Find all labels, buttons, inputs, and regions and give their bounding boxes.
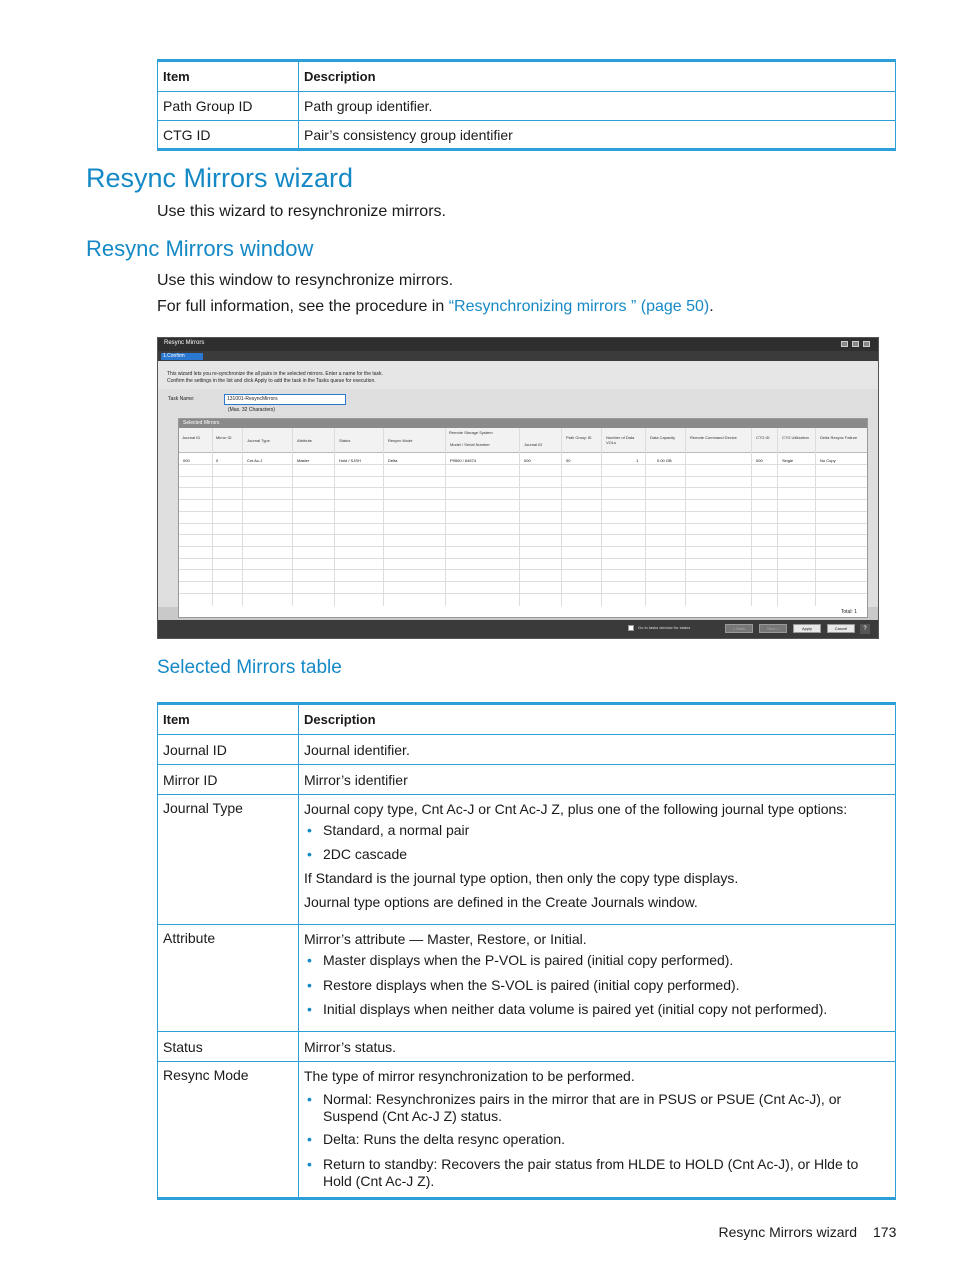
cell-journal-type: Cnt Ac-J — [247, 458, 263, 463]
go-to-tasks-label: Go to tasks window for status — [638, 625, 691, 630]
grid-column-line — [815, 428, 816, 606]
window-description: Use this window to resynchronize mirrors. — [157, 272, 454, 289]
cell-description: Pair’s consistency group identifier — [299, 121, 896, 150]
cell-item: CTG ID — [158, 121, 299, 150]
grid-column-line — [334, 428, 335, 606]
journal-type-note-1: If Standard is the journal type option, then only the copy type displays. — [304, 870, 739, 886]
cell-description: Path group identifier. — [299, 92, 896, 121]
grid-row-line — [179, 499, 867, 500]
grid-row-line — [179, 581, 867, 582]
grid-row-line — [179, 546, 867, 547]
cell-ctg-utilization: Single — [782, 458, 794, 463]
journal-type-bullet: • 2DC cascade — [304, 842, 890, 866]
cell-model-serial: P9500 / 64574 — [450, 458, 477, 463]
row-journal-type-item: Journal Type — [158, 795, 299, 925]
journal-type-note-2: Journal type options are defined in the Create Journals window. — [304, 894, 698, 910]
col-journal-id: Journal ID — [182, 435, 201, 440]
apply-button[interactable]: Apply — [793, 624, 821, 633]
wizard-step-bar — [158, 351, 878, 361]
cell-number-data-vols: 1 — [636, 458, 639, 463]
task-name-hint: (Max. 32 Characters) — [228, 407, 275, 413]
page-number: 173 — [873, 1224, 897, 1240]
row-status-desc: Mirror’s status. — [299, 1032, 896, 1062]
grid-row-line — [179, 593, 867, 594]
selected-mirrors-description-table — [157, 702, 896, 1200]
grid-column-line — [445, 428, 446, 606]
maximize-icon[interactable] — [852, 341, 859, 347]
grid-column-line — [383, 428, 384, 606]
col-path-group-id: Path Group ID — [566, 435, 592, 440]
grid-row-line — [179, 511, 867, 512]
grid-row-line — [179, 464, 867, 465]
col-mirror-id: Mirror ID — [216, 435, 232, 440]
attribute-intro: Mirror’s attribute — Master, Restore, or Initial. — [304, 931, 587, 947]
grid-column-line — [212, 428, 213, 606]
cell-journal-id: 000 — [183, 458, 190, 463]
grid-row-line — [179, 523, 867, 524]
header-description: Description — [299, 704, 896, 735]
cancel-button[interactable]: Cancel — [827, 624, 855, 633]
col-ctg-utilization: CTG Utilization — [782, 435, 809, 440]
attribute-bullet: • Restore displays when the S-VOL is paired (initial copy performed). — [304, 973, 890, 998]
col-resync-mode: Resync Mode — [388, 438, 413, 443]
cell-resync-mode: Delta — [388, 458, 398, 463]
wizard-info — [158, 361, 878, 389]
wizard-footer — [158, 620, 878, 638]
col-delta-resync-failure: Delta Resync Failure — [820, 435, 858, 440]
grid-row-line — [179, 569, 867, 570]
resync-mode-intro: The type of mirror resynchronization to be performed. — [304, 1068, 635, 1084]
col-data-capacity: Data Capacity — [650, 435, 676, 440]
back-button[interactable]: < Back — [725, 624, 753, 633]
resync-mode-bullet: • Normal: Resynchronizes pairs in the mirror that are in PSUS or PSUE (Cnt Ac-J), or Suspend (Cnt Ac-J Z) status. — [304, 1091, 887, 1125]
cell-data-capacity: 0.00 GB — [657, 458, 672, 463]
row-resync-mode-desc — [299, 1062, 896, 1199]
task-name-label: Task Name: — [168, 396, 195, 402]
col-remote-command-device: Remote Command Device — [690, 435, 737, 440]
cell-item: Path Group ID — [158, 92, 299, 121]
section-title-wizard: Resync Mirrors wizard — [86, 163, 354, 193]
resynchronizing-mirrors-link[interactable]: “Resynchronizing mirrors ” (page 50) — [448, 298, 710, 315]
info-line-2: Confirm the settings in the list and click Apply to add the task in the Tasks queue for execution. — [167, 378, 376, 384]
row-attribute-desc — [299, 925, 896, 1032]
cell-ctg-id: 000 — [756, 458, 763, 463]
cell-remote-journal-id: 000 — [524, 458, 531, 463]
cell-delta-resync-failure: No Copy — [820, 458, 836, 463]
row-status-item: Status — [158, 1032, 299, 1062]
cell-mirror-id: 0 — [216, 458, 219, 463]
grid-column-headers — [179, 428, 867, 453]
col-model-serial: Model / Serial Number — [450, 442, 490, 447]
help-icon[interactable]: ? — [860, 624, 870, 634]
col-remote-journal-id: Journal ID — [524, 442, 543, 447]
cell-status: Hold / SJSH — [339, 458, 361, 463]
grid-column-line — [601, 428, 602, 606]
header-item: Item — [158, 704, 299, 735]
go-to-tasks-checkbox[interactable] — [628, 625, 634, 631]
grid-column-line — [519, 428, 520, 606]
item-description-table-top — [157, 59, 896, 151]
step-confirm: 1.Confirm — [161, 353, 203, 360]
next-button[interactable]: Next > — [759, 624, 787, 633]
section-title-window: Resync Mirrors window — [86, 236, 314, 261]
window-title-bar — [158, 338, 878, 351]
resync-mirrors-window-screenshot — [157, 337, 879, 639]
attribute-bullet: • Master displays when the P-VOL is paired (initial copy performed). — [304, 948, 890, 973]
row-journal-id-item: Journal ID — [158, 735, 299, 765]
cell-path-group-id: 00 — [566, 458, 571, 463]
row-journal-type-desc — [299, 795, 896, 925]
grid-row-line — [179, 476, 867, 477]
grid-row-line — [179, 534, 867, 535]
info-line-1: This wizard lets you re-synchronize the all pairs in the selected mirrors. Enter a name for the task. — [167, 371, 383, 377]
row-resync-mode-item: Resync Mode — [158, 1062, 299, 1199]
grid-row-line — [179, 558, 867, 559]
cell-attribute: Master — [297, 458, 310, 463]
selected-mirrors-grid — [178, 418, 868, 618]
resync-mode-bullet: • Return to standby: Recovers the pair status from HLDE to HOLD (Cnt Ac-J), or Hlde to Hold (Cnt Ac-J Z). — [304, 1156, 887, 1190]
grid-row-line — [179, 487, 867, 488]
col-number-data-vols: Number of Data VOLs — [606, 435, 635, 445]
grid-column-line — [685, 428, 686, 606]
grid-total: Total: 1 — [840, 609, 857, 615]
col-ctg-id: CTG ID — [756, 435, 770, 440]
full-info-suffix: . — [709, 298, 714, 315]
header-item: Item — [158, 61, 299, 92]
grid-column-line — [242, 428, 243, 606]
remote-storage-group-header: Remote Storage System — [449, 430, 493, 435]
grid-column-line — [561, 428, 562, 606]
wizard-form — [158, 389, 878, 615]
minimize-icon[interactable] — [841, 341, 848, 347]
col-attribute: Attribute — [297, 438, 312, 443]
grid-title: Selected Mirrors — [179, 419, 867, 428]
wizard-description: Use this wizard to resynchronize mirrors. — [157, 203, 446, 220]
row-mirror-id-item: Mirror ID — [158, 765, 299, 795]
grid-column-line — [645, 428, 646, 606]
full-info-paragraph — [157, 298, 714, 316]
window-title: Resync Mirrors — [164, 340, 205, 346]
attribute-bullet: • Initial displays when neither data volume is paired yet (initial copy not performed). — [304, 997, 890, 1022]
row-mirror-id-desc: Mirror’s identifier — [299, 765, 896, 795]
header-description: Description — [299, 61, 896, 92]
journal-type-bullet: • Standard, a normal pair — [304, 818, 890, 842]
close-icon[interactable] — [863, 341, 870, 347]
section-title-selected-mirrors-table: Selected Mirrors table — [157, 657, 342, 678]
col-status: Status — [339, 438, 351, 443]
grid-column-line — [292, 428, 293, 606]
row-journal-id-desc: Journal identifier. — [299, 735, 896, 765]
col-journal-type: Journal Type — [247, 438, 270, 443]
running-footer-title: Resync Mirrors wizard — [718, 1224, 857, 1240]
resync-mode-bullet: • Delta: Runs the delta resync operation. — [304, 1131, 887, 1148]
grid-column-line — [777, 428, 778, 606]
journal-type-intro: Journal copy type, Cnt Ac-J or Cnt Ac-J Z, plus one of the following journal type options: — [304, 801, 848, 817]
task-name-input[interactable]: 131001-ResyncMirrors — [224, 394, 346, 405]
grid-column-line — [751, 428, 752, 606]
row-attribute-item: Attribute — [158, 925, 299, 1032]
full-info-prefix: For full information, see the procedure in — [157, 298, 449, 315]
